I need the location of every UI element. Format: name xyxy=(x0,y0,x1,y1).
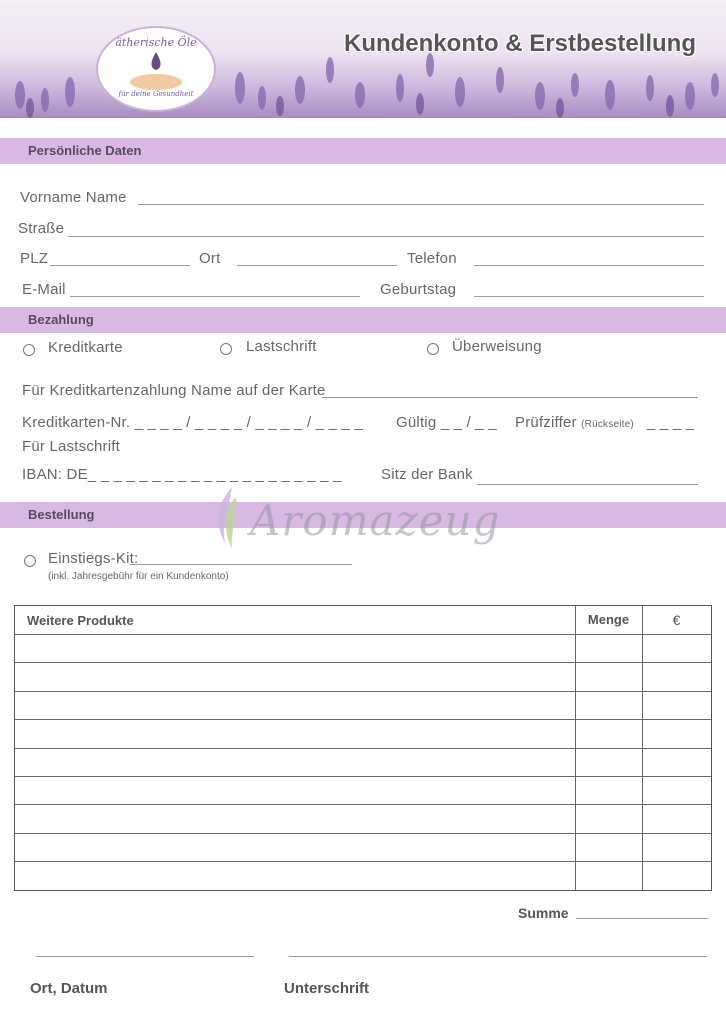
products-table xyxy=(14,605,712,891)
section-payment-label: Bezahlung xyxy=(28,312,94,327)
sum-label: Summe xyxy=(518,905,569,921)
page-title: Kundenkonto & Erstbestellung xyxy=(343,30,696,57)
birthday-label: Geburtstag xyxy=(380,281,457,298)
radio-direct-debit[interactable] xyxy=(220,343,232,355)
flame-logo-icon xyxy=(210,483,250,553)
watermark-text: Aromazeug xyxy=(250,496,501,545)
starter-kit-note: (inkl. Jahresgebühr für ein Kundenkonto) xyxy=(48,571,229,582)
radio-starter-kit[interactable] xyxy=(24,555,36,567)
table-row[interactable] xyxy=(15,691,711,692)
email-field[interactable] xyxy=(70,296,360,297)
city-label: Ort xyxy=(199,250,221,267)
phone-field[interactable] xyxy=(474,265,704,266)
header-banner xyxy=(0,0,726,118)
signature-field[interactable] xyxy=(289,956,707,957)
brand-logo xyxy=(96,26,216,112)
logo-text-bottom: für deine Gesundheit xyxy=(118,90,194,98)
email-label: E-Mail xyxy=(22,281,66,298)
radio-bank-transfer[interactable] xyxy=(427,343,439,355)
signature-label: Unterschrift xyxy=(284,980,370,997)
check-digit-text: Prüfziffer xyxy=(515,414,577,431)
check-digit-label xyxy=(515,414,634,431)
col-header-products: Weitere Produkte xyxy=(27,613,134,628)
table-row[interactable] xyxy=(15,748,711,749)
zip-label: PLZ xyxy=(20,250,49,267)
table-row[interactable] xyxy=(15,776,711,777)
direct-debit-heading: Für Lastschrift xyxy=(22,438,121,455)
sum-field[interactable] xyxy=(576,918,708,919)
section-personal-label: Persönliche Daten xyxy=(28,143,142,158)
table-row[interactable] xyxy=(15,833,711,834)
section-order-label: Bestellung xyxy=(28,507,95,522)
city-field[interactable] xyxy=(237,265,397,266)
logo-text-top: ätherische Öle xyxy=(115,36,197,49)
starter-kit-label: Einstiegs-Kit: xyxy=(48,550,139,567)
check-digit-field[interactable]: _ _ _ _ xyxy=(647,414,695,431)
table-row[interactable] xyxy=(15,634,711,635)
valid-field[interactable]: Gültig _ _ / _ _ xyxy=(396,414,497,431)
card-name-field[interactable] xyxy=(322,397,698,398)
street-label: Straße xyxy=(18,220,65,237)
col-header-price: € xyxy=(672,612,681,628)
table-row[interactable] xyxy=(15,861,711,862)
check-digit-note: (Rückseite) xyxy=(581,419,634,430)
name-field[interactable] xyxy=(138,204,704,205)
phone-label: Telefon xyxy=(407,250,457,267)
bank-seat-label: Sitz der Bank xyxy=(381,466,473,483)
bank-seat-field[interactable] xyxy=(477,484,698,485)
birthday-field[interactable] xyxy=(474,296,704,297)
starter-kit-field[interactable] xyxy=(130,564,352,565)
direct-debit-label: Lastschrift xyxy=(246,338,317,355)
name-label: Vorname Name xyxy=(20,189,127,206)
place-date-label: Ort, Datum xyxy=(30,980,108,997)
col-header-qty: Menge xyxy=(587,612,630,627)
radio-credit-card[interactable] xyxy=(23,344,35,356)
section-personal xyxy=(0,138,726,164)
credit-card-label: Kreditkarte xyxy=(48,339,123,356)
table-row[interactable] xyxy=(15,662,711,663)
place-date-field[interactable] xyxy=(36,956,254,957)
iban-field[interactable]: IBAN: DE_ _ _ _ _ _ _ _ _ _ _ _ _ _ _ _ _ _ _ _ xyxy=(22,466,342,483)
section-payment xyxy=(0,307,726,333)
bank-transfer-label: Überweisung xyxy=(452,338,542,355)
card-name-label: Für Kreditkartenzahlung Name auf der Karte xyxy=(22,382,326,399)
zip-field[interactable] xyxy=(50,265,190,266)
table-row[interactable] xyxy=(15,719,711,720)
card-number-field[interactable]: Kreditkarten-Nr. _ _ _ _ / _ _ _ _ / _ _ _ _ / _ _ _ _ xyxy=(22,414,363,431)
street-field[interactable] xyxy=(68,236,704,237)
table-row[interactable] xyxy=(15,804,711,805)
